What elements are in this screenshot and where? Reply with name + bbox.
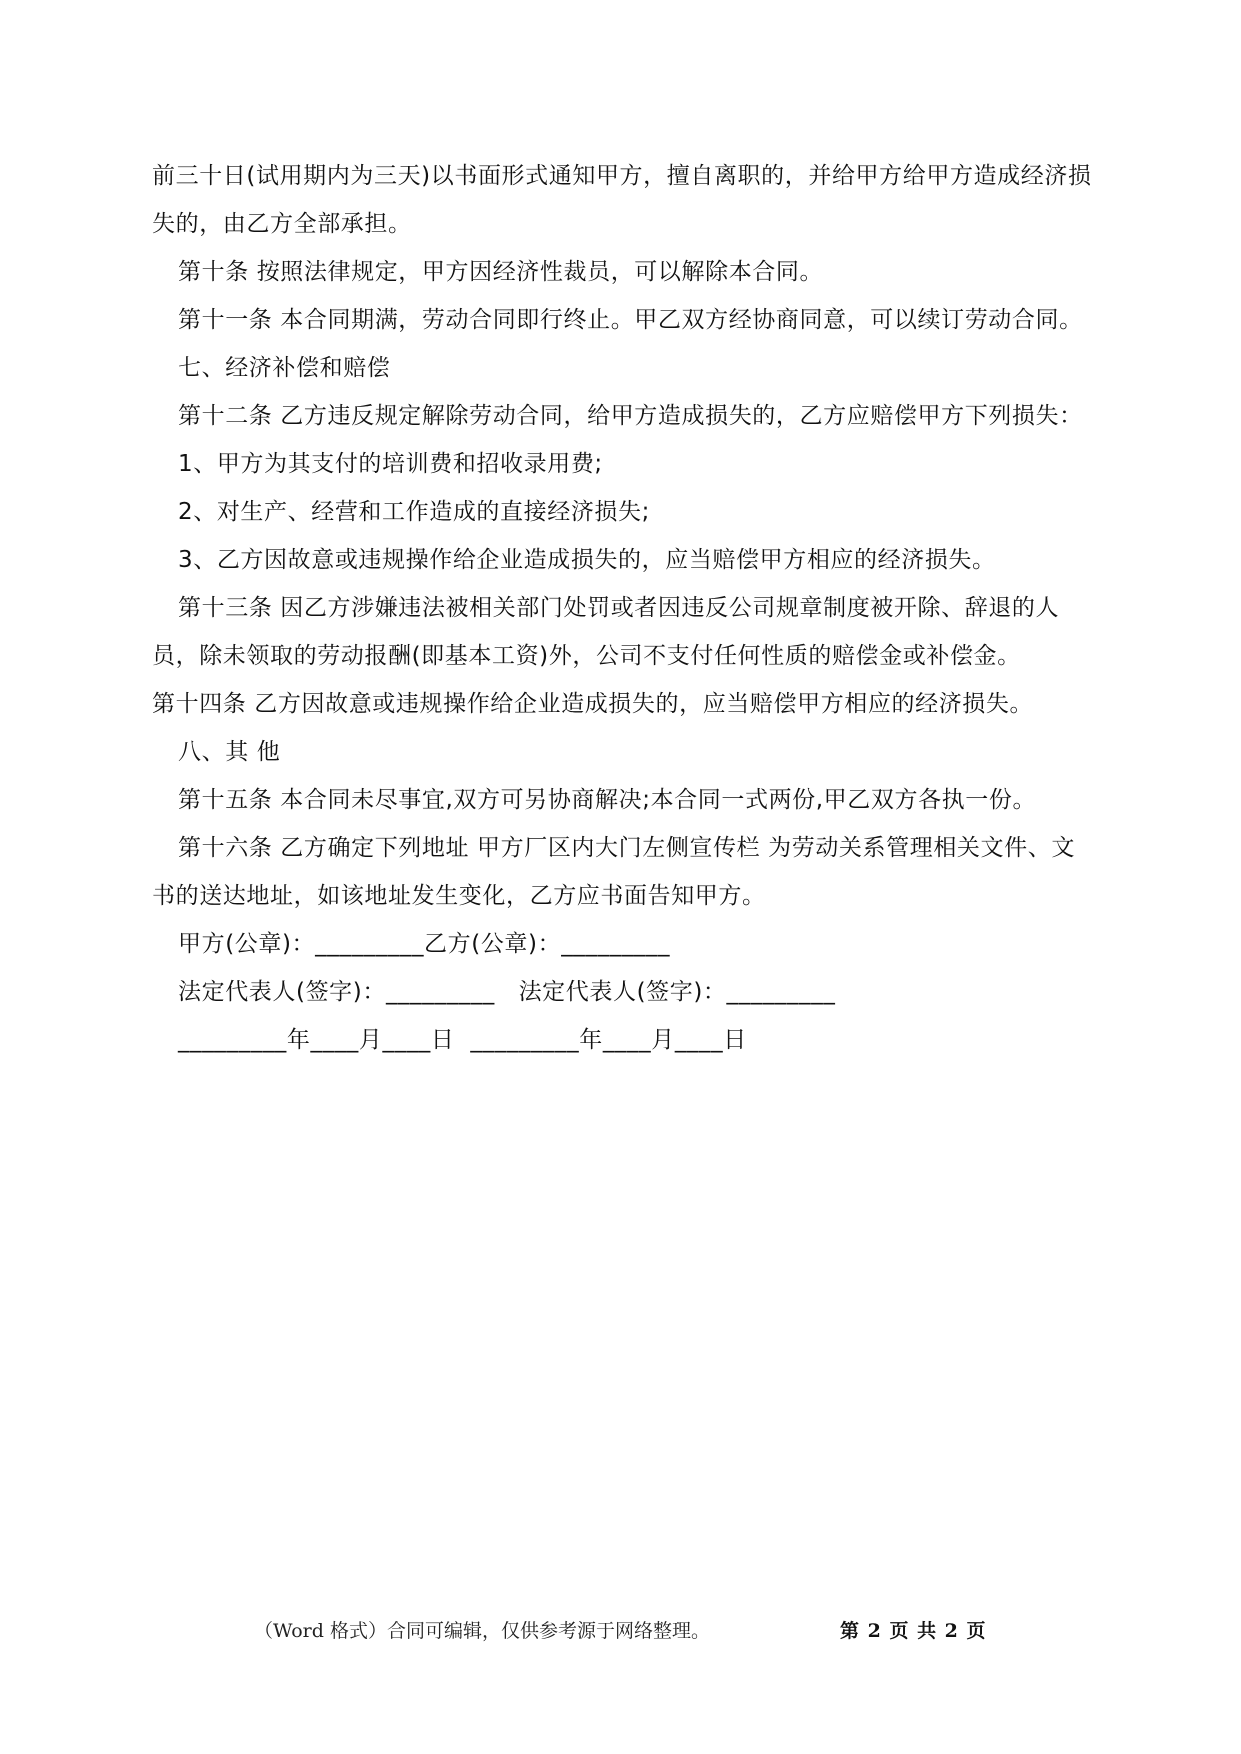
signature-representative-line: 法定代表人(签字)：_________ 法定代表人(签字)：_________ [178, 979, 836, 1005]
section-heading-compensation: 七、经济补偿和赔偿 [178, 355, 391, 381]
paragraph-continuation: 前三十日(试用期内为三天)以书面形式通知甲方，擅自离职的，并给甲方给甲方造成经济损失的，由乙方全部承担。 [152, 163, 1092, 237]
clause-11: 第十一条 本合同期满，劳动合同即行终止。甲乙双方经协商同意，可以续订劳动合同。 [178, 307, 1083, 333]
signature-party-line: 甲方(公章)：_________乙方(公章)：_________ [178, 931, 671, 957]
list-item-2: 2、对生产、经营和工作造成的直接经济损失; [178, 499, 650, 525]
list-item-1: 1、甲方为其支付的培训费和招收录用费; [178, 451, 603, 477]
contract-body [152, 152, 1092, 1064]
signature-date-line: _________年____月____日 _________年____月____日 [178, 1027, 747, 1053]
footer-note: （Word 格式）合同可编辑，仅供参考源于网络整理。 [254, 1620, 710, 1642]
clause-15: 第十五条 本合同未尽事宜,双方可另协商解决;本合同一式两份,甲乙双方各执一份。 [178, 787, 1037, 813]
clause-13: 第十三条 因乙方涉嫌违法被相关部门处罚或者因违反公司规章制度被开除、辞退的人员，除未领取的劳动报酬(即基本工资)外，公司不支付任何性质的赔偿金或补偿金。 [152, 595, 1060, 669]
clause-16: 第十六条 乙方确定下列地址 甲方厂区内大门左侧宣传栏 为劳动关系管理相关文件、文书的送达地址，如该地址发生变化，乙方应书面告知甲方。 [152, 835, 1075, 909]
page-number: 第 2 页 共 2 页 [840, 1620, 987, 1642]
clause-14: 第十四条 乙方因故意或违规操作给企业造成损失的，应当赔偿甲方相应的经济损失。 [152, 691, 1034, 717]
clause-12: 第十二条 乙方违反规定解除劳动合同，给甲方造成损失的，乙方应赔偿甲方下列损失： [178, 403, 1083, 429]
clause-10: 第十条 按照法律规定，甲方因经济性裁员，可以解除本合同。 [178, 259, 824, 285]
page-footer [0, 1616, 1241, 1646]
list-item-3: 3、乙方因故意或违规操作给企业造成损失的，应当赔偿甲方相应的经济损失。 [178, 547, 996, 573]
section-heading-other: 八、其 他 [178, 739, 281, 765]
